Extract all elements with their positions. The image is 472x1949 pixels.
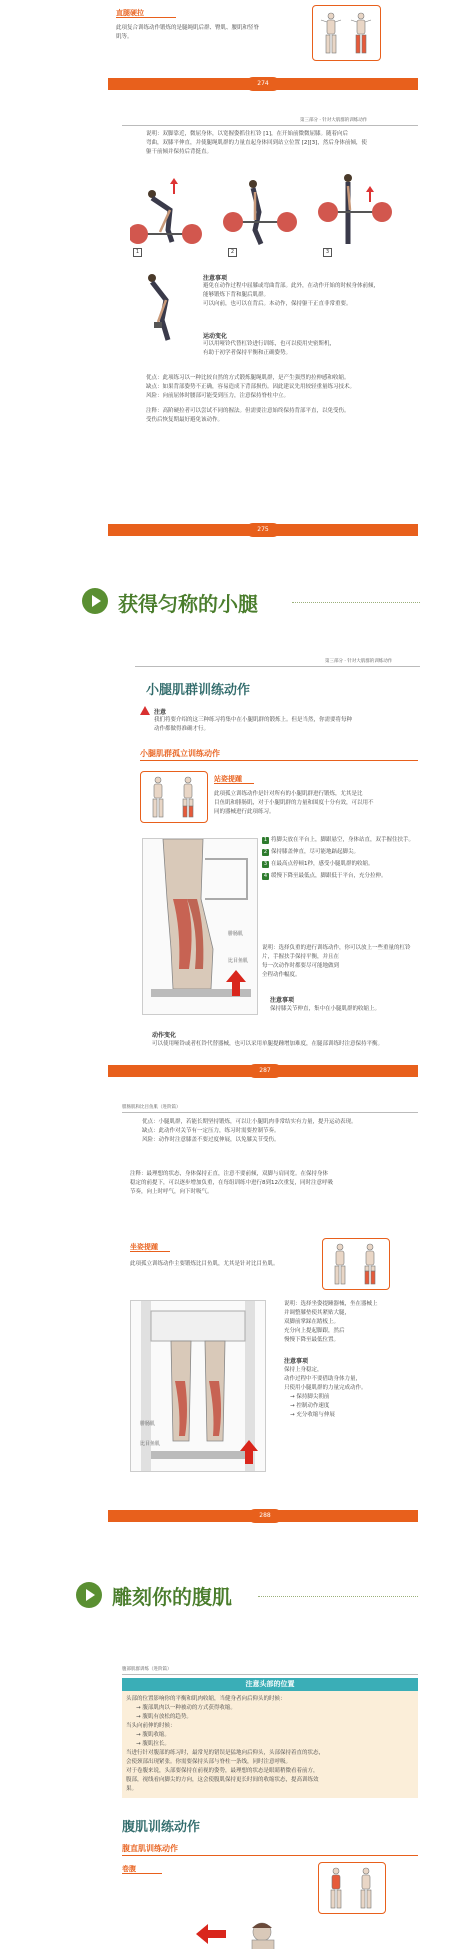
note-line: 片，手握扶手保持平衡，并且在	[262, 954, 340, 960]
warning-icon	[140, 706, 150, 715]
running-head: 第三部分 · 针对大肌群的训练动作	[325, 659, 393, 664]
bullet-line: → 保持脚尖朝前	[290, 1394, 330, 1400]
exercise-intro	[130, 1260, 310, 1269]
step-text: 缓慢下降至最低点，脚跟低于平台，充分拉伸。	[271, 873, 387, 879]
tips-line: 动作过程中不要借助身体力量，	[284, 1376, 362, 1382]
variant-line: 能够锻炼下背和腿后肌群。	[203, 292, 270, 298]
variation-line: 可以用哑铃代替杠铃进行训练，也可以使用史密斯机，	[203, 341, 336, 347]
section-divider	[258, 1596, 418, 1597]
exercise-title: 卷腹	[122, 1865, 136, 1873]
tips-text	[284, 1366, 420, 1420]
description-line: 说明：双脚靠近，微屈身体，以宽握姿抓住杠铃 [1]，在开始前微微屈膝。随着向后	[146, 131, 349, 137]
subsection-rule	[122, 1855, 418, 1856]
exercise-note	[284, 1300, 420, 1345]
tip-line: 注释：高阶硬拉者可以尝试不同的握法。但需要注意始终保持背部平直，以免受伤。	[146, 408, 350, 414]
tip-line: 受伤后恢复期最好避免该动作。	[146, 417, 224, 423]
description-line: 弯曲，双膝平伸直，并使腿绳肌群的力量直起身体回到站立位置 [2][3]，然后身体前倾，使	[146, 140, 367, 146]
info-line: → 腹肌有放松的趋势。	[136, 1714, 192, 1720]
bullet-line: → 控制动作速度	[290, 1403, 330, 1409]
running-head: 腓肠肌和比目鱼肌（进阶篇）	[122, 1105, 181, 1110]
info-line: 头部的位置影响你的平衡和肌肉收缩，当健身者向后仰头的时候：	[126, 1696, 286, 1702]
note-line: 慢慢下降至最低位置。	[284, 1337, 340, 1343]
intro-line: 此项孤立训练动作是针对所有的小腿肌群进行锻炼，尤其是比	[214, 791, 363, 797]
step-number-icon: 4	[263, 873, 268, 879]
warning-text	[154, 716, 418, 734]
step-number-icon: 3	[263, 861, 268, 867]
step-2-marker: 2	[228, 248, 237, 257]
info-line: → 腹肌收缩。	[136, 1732, 170, 1738]
warning-line: 动作都做得准确才行。	[154, 726, 210, 732]
subsection-rule	[140, 760, 418, 761]
exercise-title: 站姿提踵	[214, 775, 242, 783]
tip-line: 注释：最理想的状态，身体保持正直，注意不要前倾，双脚与肩同宽。在保持身体	[130, 1171, 329, 1177]
cons-text: 缺点：此动作对关节有一定压力，练习时需要控制节奏。	[142, 1128, 280, 1134]
note-line: 双脚前掌踩在踏板上。	[284, 1319, 340, 1325]
variant-line: 可以向前，也可以在背后。本动作，保持躯干正直非常重要。	[203, 301, 352, 307]
intro-line: 此项孤立训练动作主要锻炼比目鱼肌，尤其是针对比目鱼肌。	[130, 1261, 279, 1267]
muscle-figure	[312, 5, 381, 61]
info-line: 对于卷腹来说，头部要保持在前视的姿势，最理想的状态是眼睛稍微看着前方，	[126, 1768, 319, 1774]
page-title: 小腿肌群训练动作	[146, 683, 251, 698]
exercise-steps	[262, 836, 420, 884]
exercise-title: 坐姿提踵	[130, 1243, 158, 1251]
section-divider	[292, 602, 420, 603]
muscle-diagram-icon	[319, 1863, 385, 1913]
info-line: 果。	[126, 1786, 138, 1792]
label-gastrocnemius: 腓肠肌	[140, 1421, 156, 1427]
pros-cons-block	[146, 374, 408, 425]
step-number-icon: 1	[263, 837, 268, 843]
running-head: 腹部肌群训练（进阶篇）	[122, 1667, 172, 1672]
info-line: 当进行针对腹部的练习时，最常见的错误是猛地向后仰头，头部保持着直的状态，	[126, 1750, 325, 1756]
section-title: 雕刻你的腹肌	[112, 1585, 232, 1609]
running-head-rule	[122, 1674, 418, 1675]
play-triangle-icon	[86, 1589, 95, 1601]
left-arrow-icon	[196, 1924, 226, 1944]
risk-text: 风险：动作时注意膝盖不要过度伸展，以免膝关节受伤。	[142, 1137, 280, 1143]
step-1-figure	[130, 178, 202, 244]
heading-underline	[116, 17, 176, 18]
intro-line: 此项复合训练动作锻炼的是腿绳肌后群、臀肌、腰肌和竖脊	[116, 25, 260, 31]
page-number: 287	[248, 1064, 282, 1078]
up-arrow-icon	[226, 970, 246, 996]
note-line: 每一次动作时都要尽可能地做到	[262, 963, 340, 969]
muscle-diagram-icon	[141, 772, 207, 822]
variation-text	[203, 340, 409, 358]
section-title: 获得匀称的小腿	[118, 592, 258, 616]
note-line: 充分向上提起脚跟，然后	[284, 1328, 345, 1334]
tips-line: 保持上身稳定，	[284, 1367, 323, 1373]
page-number: 274	[246, 77, 280, 91]
tips-title: 注意事项	[284, 1358, 309, 1365]
pros-text: 优点：小腿肌群，若能长期坚持锻炼，可以让小腿肌肉非常结实有力量，提升运动表现。	[142, 1119, 357, 1125]
page-number: 275	[246, 523, 280, 537]
pros-text: 优点：此项练习以一种比较自然的方式锻炼腿绳肌群，是产生强烈的拉伸感和收缩。	[146, 375, 350, 381]
calf-muscle-figure	[140, 771, 208, 823]
tips-line: 只使用小腿肌群的力量完成动作。	[284, 1385, 367, 1391]
tip-line: 稳定的前提下，可以逐步增加负重，在每组训练中进行8到12次重复，同时注意呼吸	[130, 1180, 334, 1186]
running-head: 第三部分 · 针对大肌群的训练动作	[300, 118, 368, 123]
crunch-illustration	[238, 1918, 288, 1949]
step-text: 将脚尖放在平台上，脚跟悬空，身体站直，双手握住扶手。	[271, 837, 415, 843]
running-head-rule	[122, 125, 418, 126]
subsection-title: 小腿肌群孤立训练动作	[140, 749, 220, 758]
step-text: 保持膝盖伸直，尽可能地踮起脚尖。	[271, 849, 360, 855]
running-head-rule	[122, 1112, 418, 1113]
step-1-marker: 1	[133, 248, 142, 257]
intro-text	[116, 24, 304, 42]
variant-line: 避免在动作过程中屈膝或弯曲背部。此外，在动作开始的时候身体前倾，	[203, 283, 380, 289]
variation-title: 动作变化	[152, 1032, 177, 1039]
note-line: 说明：选择负重的进行训练动作，你可以放上一些重量的杠铃	[262, 945, 411, 951]
page-title: 腹肌训练动作	[122, 1820, 201, 1835]
muscle-diagram-icon	[313, 6, 380, 60]
running-head-rule	[135, 666, 420, 667]
calf-muscle-figure	[322, 1238, 390, 1290]
variant-title: 注意事项	[203, 275, 228, 282]
pros-cons-block	[142, 1118, 418, 1145]
exercise-heading: 直腿硬拉	[116, 9, 144, 17]
info-line: 会使颈部出现紧张。你需要保持头部与脊柱一条线，同时注意呼吸。	[126, 1759, 292, 1765]
info-line: → 腹部肌肉以一种被动的方式获得收缩。	[136, 1705, 236, 1711]
description-line: 躯干前倾并保持后背挺直。	[146, 149, 213, 155]
info-box-title: 注意头部的位置	[122, 1678, 418, 1691]
intro-line: 肌等。	[116, 34, 133, 40]
abs-muscle-figure	[318, 1862, 386, 1914]
info-line: 当头向前伸的时候：	[126, 1723, 176, 1729]
step-text: 在最高点停顿1秒，感受小腿肌群的收缩。	[271, 861, 374, 867]
warning-line: 我们将要介绍的这三种练习将集中在小腿肌群的锻炼上。但是当然，你需要将每种	[154, 717, 353, 723]
subsection-title: 腹直肌训练动作	[122, 1844, 178, 1853]
note-line: 全程动作幅度。	[262, 972, 301, 978]
note-line: 说明：选择坐姿提踵器械，坐在器械上	[284, 1301, 378, 1307]
variation-title: 运动变化	[203, 333, 228, 340]
label-soleus: 比目鱼肌	[140, 1441, 161, 1447]
page-number: 288	[248, 1509, 282, 1523]
info-line: → 腹肌拉长。	[136, 1741, 170, 1747]
deadlift-sequence-illustration	[130, 172, 410, 262]
label-soleus: 比目鱼肌	[228, 958, 249, 964]
info-box	[122, 1691, 418, 1798]
exercise-title-rule	[214, 783, 254, 784]
note-line: 并调整膝垫使其紧贴大腿，	[284, 1310, 351, 1316]
label-gastrocnemius: 腓肠肌	[228, 931, 244, 937]
variant-illustration	[140, 270, 190, 350]
cons-text: 缺点：如果背部姿势不正确，容易造成下背部损伤。因此建议先用较轻重量练习技术。	[146, 384, 356, 390]
variation-text: 可以使用哑铃或者杠铃代替器械，也可以采用单腿提踵增加难度，在腿部训练时注意保持平衡。	[152, 1041, 384, 1047]
muscle-diagram-icon	[323, 1239, 389, 1289]
step-3-marker: 3	[323, 248, 332, 257]
step-2-figure	[223, 180, 297, 244]
intro-line: 目鱼肌和腓肠肌，对于小腿肌群的力量和围度十分有效，可以用不	[214, 800, 374, 806]
intro-line: 同的器械进行此项练习。	[214, 809, 275, 815]
warning-label: 注意	[154, 709, 167, 716]
step-3-figure	[318, 174, 392, 244]
tips-title: 注意事项	[270, 997, 295, 1004]
exercise-intro	[214, 790, 419, 817]
variation-line: 有助于初学者保持平衡和正确姿势。	[203, 350, 292, 356]
info-line: 腹部，视线看向脚尖的方向，这会使腹肌保持更长时间的收缩状态，提高训练效	[126, 1777, 319, 1783]
step-number-icon: 2	[263, 849, 268, 855]
tip-line: 节奏，向上时呼气，向下时吸气。	[130, 1189, 213, 1195]
tip-block	[130, 1170, 418, 1197]
up-arrow-icon	[240, 1440, 258, 1464]
description-paragraph	[146, 130, 408, 157]
tips-text: 保持膝关节伸直，集中在小腿肌群的收缩上。	[270, 1006, 381, 1012]
variant-text	[203, 282, 409, 309]
risk-text: 风险：向前屈体时腰部可能受到压力，注意保持脊柱中立。	[146, 393, 290, 399]
play-triangle-icon	[92, 595, 101, 607]
exercise-title-rule	[130, 1251, 170, 1252]
bullet-line: → 充分收缩与伸展	[290, 1412, 335, 1418]
exercise-title-rule	[122, 1873, 162, 1874]
exercise-note	[262, 944, 420, 980]
